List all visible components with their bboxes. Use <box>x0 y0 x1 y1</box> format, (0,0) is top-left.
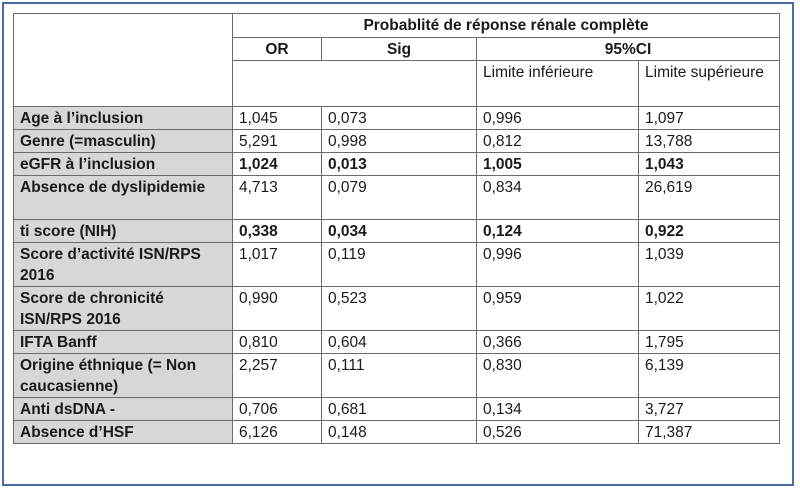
cell-sig: 0,079 <box>322 176 477 220</box>
table-row <box>14 220 780 243</box>
row-label: Origine éthnique (= Non caucasienne) <box>14 354 233 398</box>
table-row <box>14 107 780 130</box>
cell-upper: 1,039 <box>639 243 780 287</box>
header-or: OR <box>233 38 322 61</box>
cell-upper: 1,043 <box>639 153 780 176</box>
cell-or: 0,338 <box>233 220 322 243</box>
header-lower: Limite inférieure <box>477 61 639 107</box>
cell-sig: 0,034 <box>322 220 477 243</box>
cell-sig: 0,111 <box>322 354 477 398</box>
header-corner-cell <box>14 14 233 107</box>
cell-or: 1,017 <box>233 243 322 287</box>
cell-or: 2,257 <box>233 354 322 398</box>
cell-sig: 0,073 <box>322 107 477 130</box>
cell-sig: 0,998 <box>322 130 477 153</box>
cell-or: 0,706 <box>233 398 322 421</box>
header-upper: Limite supérieure <box>639 61 780 107</box>
cell-or: 5,291 <box>233 130 322 153</box>
row-label: Age à l’inclusion <box>14 107 233 130</box>
table-row <box>14 130 780 153</box>
cell-sig: 0,148 <box>322 421 477 444</box>
header-blank-cell <box>233 61 477 107</box>
cell-upper: 6,139 <box>639 354 780 398</box>
cell-upper: 1,097 <box>639 107 780 130</box>
cell-sig: 0,681 <box>322 398 477 421</box>
row-label: Genre (=masculin) <box>14 130 233 153</box>
figure-frame <box>2 2 794 486</box>
cell-sig: 0,523 <box>322 287 477 331</box>
table-row <box>14 354 780 398</box>
cell-sig: 0,013 <box>322 153 477 176</box>
cell-lower: 0,830 <box>477 354 639 398</box>
cell-or: 1,045 <box>233 107 322 130</box>
row-label: IFTA Banff <box>14 331 233 354</box>
table-row <box>14 287 780 331</box>
cell-upper: 71,387 <box>639 421 780 444</box>
header-row-1 <box>14 14 780 38</box>
row-label: Score de chronicité ISN/RPS 2016 <box>14 287 233 331</box>
cell-lower: 0,124 <box>477 220 639 243</box>
table-row <box>14 421 780 444</box>
cell-sig: 0,604 <box>322 331 477 354</box>
results-table <box>13 13 780 444</box>
cell-upper: 13,788 <box>639 130 780 153</box>
cell-or: 0,810 <box>233 331 322 354</box>
table-row <box>14 398 780 421</box>
table-row <box>14 243 780 287</box>
header-main: Probablité de réponse rénale complète <box>233 14 780 38</box>
row-label: ti score (NIH) <box>14 220 233 243</box>
cell-or: 0,990 <box>233 287 322 331</box>
cell-or: 4,713 <box>233 176 322 220</box>
row-label: Absence d’HSF <box>14 421 233 444</box>
cell-upper: 1,022 <box>639 287 780 331</box>
header-sig: Sig <box>322 38 477 61</box>
cell-lower: 0,134 <box>477 398 639 421</box>
row-label: Absence de dyslipidemie <box>14 176 233 220</box>
cell-lower: 1,005 <box>477 153 639 176</box>
cell-upper: 0,922 <box>639 220 780 243</box>
cell-lower: 0,834 <box>477 176 639 220</box>
table-row <box>14 331 780 354</box>
cell-or: 1,024 <box>233 153 322 176</box>
cell-upper: 26,619 <box>639 176 780 220</box>
cell-lower: 0,526 <box>477 421 639 444</box>
table-row <box>14 153 780 176</box>
cell-lower: 0,996 <box>477 107 639 130</box>
cell-sig: 0,119 <box>322 243 477 287</box>
cell-upper: 1,795 <box>639 331 780 354</box>
cell-upper: 3,727 <box>639 398 780 421</box>
table-row <box>14 176 780 220</box>
cell-lower: 0,812 <box>477 130 639 153</box>
cell-lower: 0,996 <box>477 243 639 287</box>
cell-lower: 0,366 <box>477 331 639 354</box>
header-ci: 95%CI <box>477 38 780 61</box>
row-label: eGFR à l’inclusion <box>14 153 233 176</box>
cell-lower: 0,959 <box>477 287 639 331</box>
row-label: Anti dsDNA - <box>14 398 233 421</box>
cell-or: 6,126 <box>233 421 322 444</box>
row-label: Score d’activité ISN/RPS 2016 <box>14 243 233 287</box>
